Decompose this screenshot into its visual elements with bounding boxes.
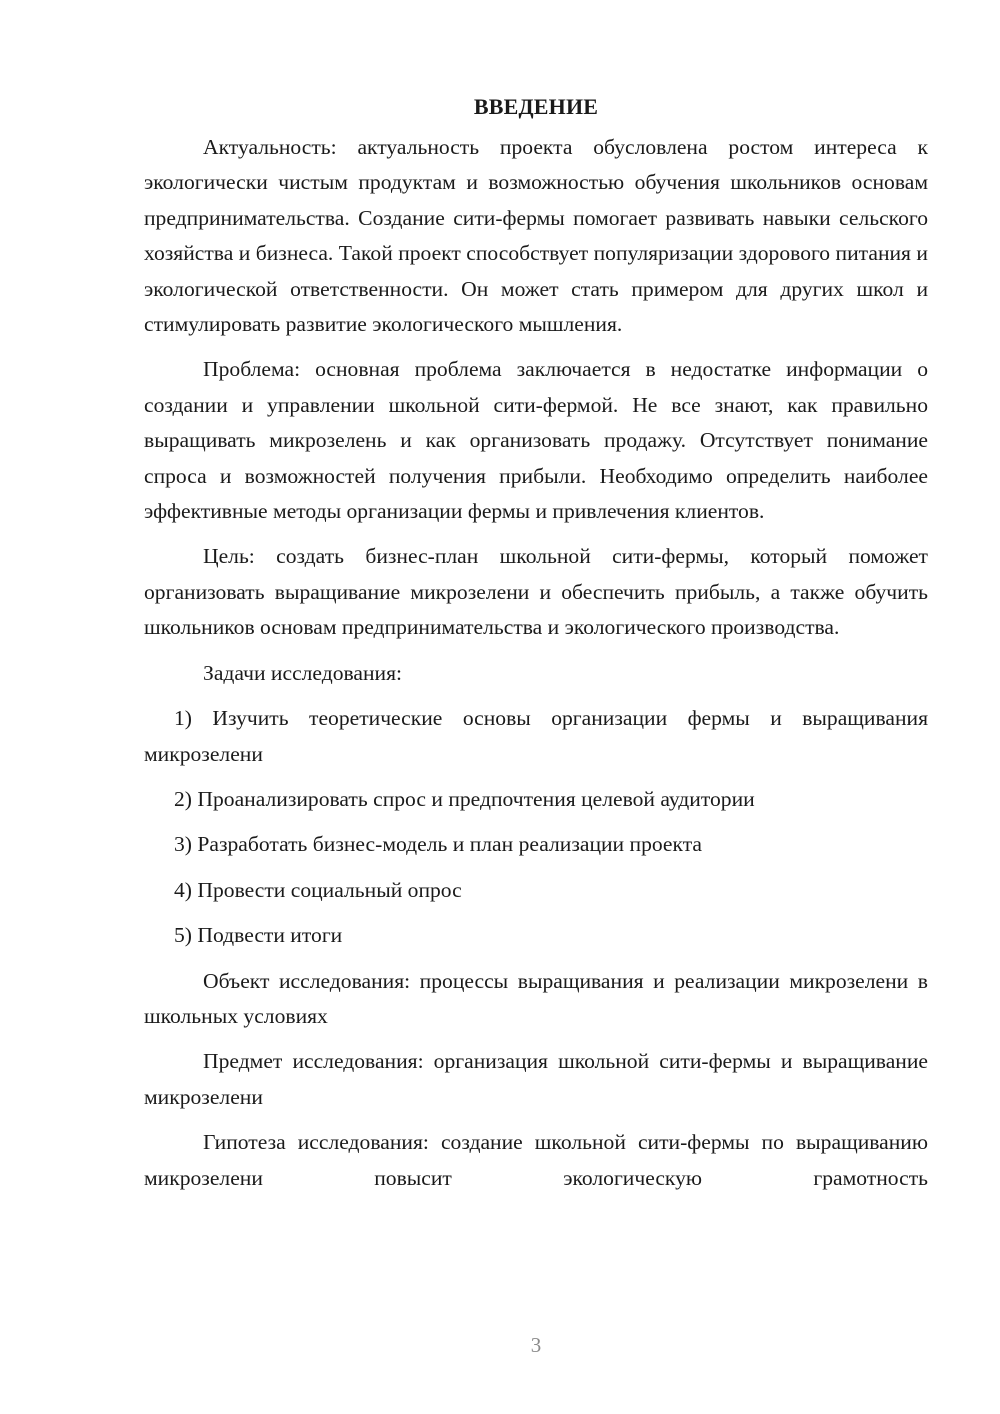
- document-page: [144, 90, 928, 1196]
- goal-paragraph: Цель: создать бизнес-план школьной сити-фермы, который поможет организовать выращивание микрозелени и обеспечить прибыль, а также обучить школьников основам предпринимательства и экологического производства.: [144, 544, 928, 640]
- subject-paragraph: Предмет исследования: организация школьной сити-фермы и выращивание микрозелени: [144, 1049, 928, 1109]
- task-item-5: 5) Подвести итоги: [174, 923, 343, 948]
- section-title: ВВЕДЕНИЕ: [473, 94, 599, 119]
- relevance-paragraph: Актуальность: актуальность проекта обусловлена ростом интереса к экологически чистым продуктам и возможностью обучения школьников основам предпринимательства. Создание сити-фермы помогает развивать навыки сельского хозяйства и бизнеса. Такой проект способствует популяризации здорового питания и экологической ответственности. Он может стать примером для других школ и стимулировать развитие экологического мышления.: [144, 135, 928, 337]
- hypothesis-paragraph: Гипотеза исследования: создание школьной сити-фермы по выращиванию микрозелени повысит экологическую грамотность: [144, 1130, 928, 1190]
- page-number: 3: [530, 1333, 542, 1357]
- object-paragraph: Объект исследования: процессы выращивания и реализации микрозелени в школьных условиях: [144, 968, 928, 1028]
- problem-paragraph: Проблема: основная проблема заключается в недостатке информации о создании и управлении школьной сити-фермой. Не все знают, как правильно выращивать микрозелень и как организовать продажу. Отсутствует понимание спроса и возможностей получения прибыли. Необходимо определить наиболее эффективные методы организации фермы и привлечения клиентов.: [144, 357, 928, 524]
- tasks-heading: Задачи исследования:: [203, 660, 403, 685]
- task-item-1: 1) Изучить теоретические основы организации фермы и выращивания микрозелени: [144, 706, 928, 766]
- task-item-2: 2) Проанализировать спрос и предпочтения целевой аудитории: [174, 786, 755, 811]
- task-item-3: 3) Разработать бизнес-модель и план реализации проекта: [174, 832, 703, 857]
- task-item-4: 4) Провести социальный опрос: [174, 877, 462, 902]
